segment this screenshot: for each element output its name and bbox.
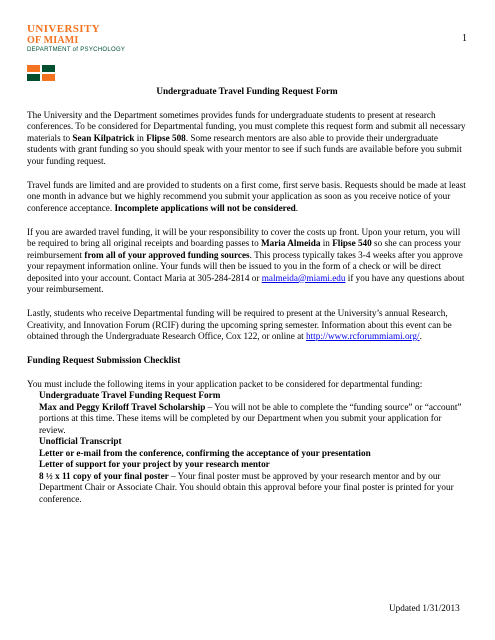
funding-sources-emphasis: from all of your approved funding sources [84,249,250,260]
contact-name: Sean Kilpatrick [72,132,135,143]
text-run: in [134,132,147,143]
text-run: If you are awarded travel funding, it will be your responsibility to cover the costs up front. Upon your return, you will be required to bring all original receipts and boarding passes to [27,226,461,249]
page-number: 1 [462,33,467,44]
university-logo [27,24,125,86]
text-run: . Some research mentors are also able to provide their undergraduate students with grant funding so you should speak with your mentor to see if such funds are available before you submit your funding request. [27,132,462,166]
text-run: Travel funds are limited and are provided to students on a first come, first serve basis. Requests should be made at least one month in advance but we highly recommend you submit your application as soon as you receive notice of your conference acceptance. [27,179,466,213]
checklist-item-title: Letter of support for your project by your research mentor [39,459,270,470]
logo-department-text: DEPARTMENT of PSYCHOLOGY [27,47,126,53]
email-link[interactable]: malmeida@miami.edu [261,272,346,283]
checklist-item [27,436,467,448]
updated-date: Updated 1/31/2013 [389,603,460,613]
um-u-logo-icon [27,65,55,81]
office-location: Flipse 540 [332,238,372,249]
checklist-heading: Funding Request Submission Checklist [27,354,181,365]
logo-of-miami-text: OF MIAMI [27,35,79,46]
checklist-intro: You must include the following items in your application packet to be considered for departmental funding: [27,378,423,389]
text-run: . This process typically takes 3-4 weeks after you approve your repayment information online. Your funds will then be issued to you in the form of a check or will be direct deposited into your account. Contact Maria at 305-284-2814 or [27,249,463,283]
checklist-item [27,390,467,402]
checklist-item-title: Unofficial Transcript [39,436,122,447]
text-run: if you have any questions about your reimbursement. [27,272,465,295]
checklist-item-text: – You will not be able to complete the “funding source” or “account” portions at this time. These items will be completed by our Department when you submit your application for review. [39,401,462,435]
text-run: Lastly, students who receive Departmental funding will be required to present at the University’s annual Research, Creativity, and Innovation Forum (RCIF) during the upcoming spring semester. Information about this event can be obtained through the Undergraduate Research Office, Cox 122, or online at [27,308,452,342]
checklist-item [27,448,467,460]
incomplete-warning: Incomplete applications will not be considered [114,202,296,213]
deadline-paragraph [27,180,467,215]
checklist-item [27,459,467,471]
logo-university-text: UNIVERSITY [27,23,101,35]
checklist-item [27,471,467,506]
text-run: so she can process your reimbursement [27,238,461,260]
checklist-item-title: Undergraduate Travel Funding Request Form [39,390,221,401]
contact-name: Maria Almeida [260,238,321,249]
document-body [27,86,467,505]
reimbursement-paragraph [27,227,467,296]
intro-paragraph [27,110,467,168]
page-title: Undergraduate Travel Funding Request Form [156,86,338,96]
checklist-item-title: Max and Peggy Kriloff Travel Scholarship [39,401,206,412]
rcif-website-link[interactable]: http://www.rcforummiami.org/ [306,331,420,342]
text-run: in [320,238,333,249]
rcif-paragraph [27,308,467,343]
office-location: Flipse 508 [146,132,186,143]
checklist-item-text: – Your final poster must be approved by your research mentor and by our Department Chair or Associate Chair. You should obtain this approval before your final poster is printed for your conference. [39,470,454,504]
checklist-item-title: 8 ½ x 11 copy of your final poster [39,470,169,481]
checklist-item-title: Letter or e-mail from the conference, confirming the acceptance of your presentation [39,447,371,458]
text-run: The University and the Department sometimes provides funds for undergraduate students to present at research conferences. To be considered for Departmental funding, you must complete this request form and submit all necessary materials to [27,109,466,143]
text-run: . [419,331,422,342]
text-run: . [295,202,299,213]
checklist-item [27,402,467,437]
checklist [27,390,467,505]
